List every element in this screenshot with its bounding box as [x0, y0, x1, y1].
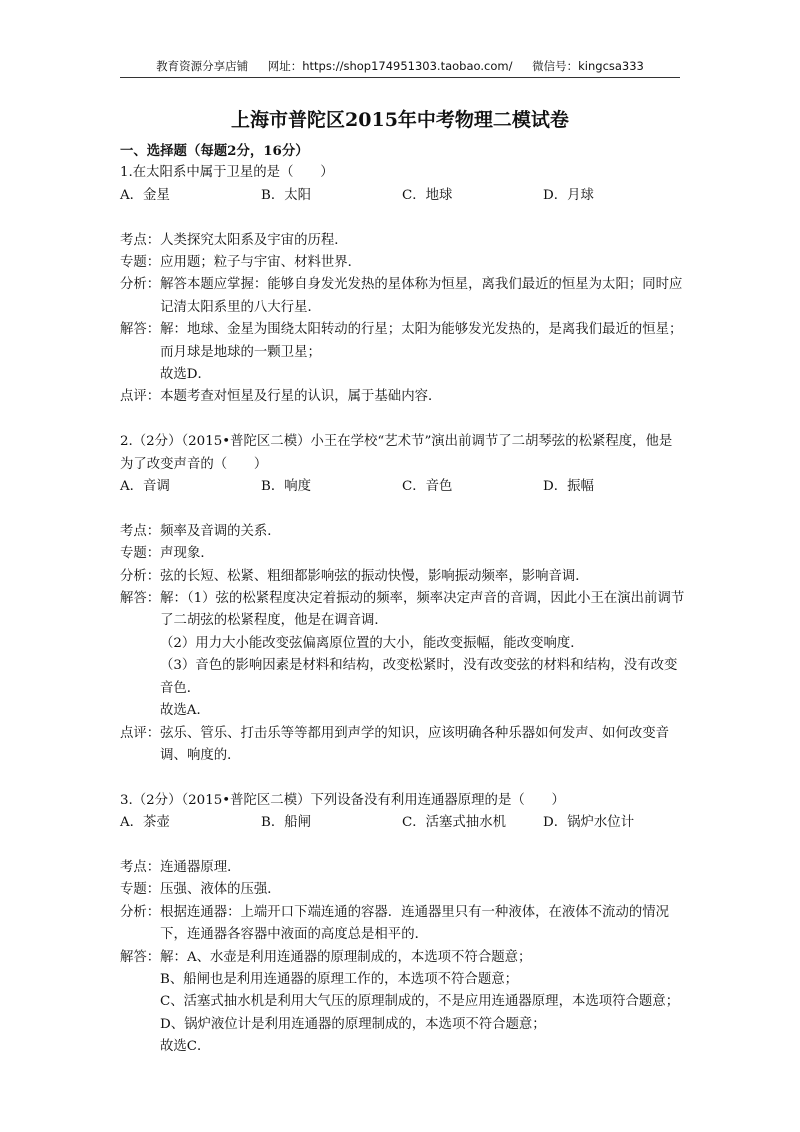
q2-choice: 故选A．: [160, 703, 210, 719]
zhuanti-text: 应用题；粒子与宇宙、材料世界．: [160, 255, 362, 271]
label-zhuanti: 专题：: [120, 546, 161, 562]
option-b: B．船闸: [261, 815, 312, 831]
dianping-text: 弦乐、管乐、打击乐等等都用到声学的知识，应该明确各种乐器如何发声、如何改变音调、响度的．: [160, 725, 670, 763]
label-dianping: 点评：: [120, 389, 161, 405]
q2-kaodian: [120, 521, 685, 543]
q3-kaodian: [120, 857, 685, 879]
header-shop: 教育资源分享店铺: [156, 59, 249, 73]
question-3-options: [120, 812, 685, 834]
q3-jieda: [120, 947, 685, 969]
q3-choice: 故选C．: [160, 1039, 211, 1055]
option-c: C．地球: [402, 187, 453, 203]
q2-jieda-2: （2）用力大小能改变弦偏离原位置的大小，能改变振幅，能改变响度．: [160, 635, 584, 651]
kaodian-text: 人类探究太阳系及宇宙的历程．: [160, 232, 348, 248]
label-dianping: 点评：: [120, 725, 161, 741]
option-c: C．音色: [402, 479, 453, 495]
option-c: C．活塞式抽水机: [402, 815, 506, 831]
question-2-options: [120, 476, 685, 498]
option-a: A．茶壶: [120, 815, 170, 831]
header-url[interactable]: 网址：https://shop174951303.taobao.com/: [267, 59, 513, 73]
q3-jieda-2: B、船闸也是利用连通器的原理工作的，本选项不符合题意；: [160, 971, 518, 987]
page-header: [120, 58, 680, 78]
q2-zhuanti: [120, 543, 685, 565]
option-d: D．锅炉水位计: [543, 815, 635, 831]
q1-fenxi: [120, 274, 685, 319]
kaodian-text: 频率及音调的关系．: [160, 523, 281, 539]
q1-dianping: [120, 386, 685, 408]
label-jieda: 解答：: [120, 322, 161, 338]
q3-zhuanti: [120, 879, 685, 901]
kaodian-text: 连通器原理．: [160, 859, 241, 875]
label-kaodian: 考点：: [120, 232, 161, 248]
q1-jieda: [120, 319, 685, 364]
label-jieda: 解答：: [120, 591, 161, 607]
label-fenxi: 分析：: [120, 904, 161, 920]
q2-jieda-3: （3）音色的影响因素是材料和结构，改变松紧时，没有改变弦的材料和结构，没有改变音色．: [160, 658, 678, 696]
question-2-stem: 2.（2分）（2015•普陀区二模）小王在学校“艺术节”演出前调节了二胡琴弦的松紧程度，他是为了改变声音的（ ）: [120, 434, 673, 472]
label-zhuanti: 专题：: [120, 882, 161, 898]
option-a: A．音调: [120, 479, 170, 495]
dianping-text: 本题考查对恒星及行星的认识，属于基础内容．: [160, 389, 442, 405]
jieda-text: 解：（1）弦的松紧程度决定着振动的频率，频率决定声音的音调，因此小王在演出前调节了二胡弦的松紧程度，他是在调音调．: [160, 591, 685, 629]
label-fenxi: 分析：: [120, 568, 161, 584]
label-jieda: 解答：: [120, 949, 161, 965]
option-d: D．月球: [543, 187, 594, 203]
label-zhuanti: 专题：: [120, 255, 161, 271]
label-fenxi: 分析：: [120, 277, 161, 293]
zhuanti-text: 声现象．: [160, 546, 214, 562]
document-body: [120, 140, 685, 1059]
header-wechat: 微信号：kingcsa333: [532, 59, 644, 73]
option-b: B．响度: [261, 479, 312, 495]
q1-zhuanti: [120, 252, 685, 274]
zhuanti-text: 压强、液体的压强．: [160, 882, 281, 898]
label-kaodian: 考点：: [120, 523, 161, 539]
q3-jieda-4: D、锅炉液位计是利用连通器的原理制成的，本选项不符合题意；: [160, 1016, 546, 1032]
fenxi-text: 根据连通器：上端开口下端连通的容器．连通器里只有一种液体，在液体不流动的情况下，连通器各容器中液面的高度总是相平的．: [160, 904, 670, 943]
q1-kaodian: [120, 230, 685, 252]
option-a: A．金星: [120, 187, 170, 203]
question-3-stem: 3.（2分）（2015•普陀区二模）下列设备没有利用连通器原理的是（ ）: [120, 792, 565, 808]
page-title: 上海市普陀区2015年中考物理二模试卷: [231, 109, 569, 131]
option-d: D．振幅: [543, 479, 594, 495]
jieda-text: 解：A、水壶是利用连通器的原理制成的，本选项不符合题意；: [160, 949, 532, 965]
fenxi-text: 弦的长短、松紧、粗细都影响弦的振动快慢，影响振动频率，影响音调．: [160, 568, 589, 584]
jieda-text: 解：地球、金星为围绕太阳转动的行星；太阳为能够发光发热的，是离我们最近的恒星；而月球是地球的一颗卫星；: [160, 322, 683, 360]
q3-jieda-3: C、活塞式抽水机是利用大气压的原理制成的，不是应用连通器原理，本选项符合题意；: [160, 994, 680, 1010]
question-1-stem: 1.在太阳系中属于卫星的是（ ）: [120, 165, 334, 181]
q1-choice: 故选D．: [160, 367, 211, 383]
question-1-options: [120, 185, 685, 207]
q2-jieda: [120, 588, 685, 633]
q3-fenxi: [120, 902, 685, 947]
label-kaodian: 考点：: [120, 859, 161, 875]
option-b: B．太阳: [261, 187, 312, 203]
section-heading: 一、选择题（每题2分，16分）: [120, 143, 309, 159]
q2-fenxi: [120, 566, 685, 588]
fenxi-text: 解答本题应掌握：能够自身发光发热的星体称为恒星，离我们最近的恒星为太阳；同时应记清太阳系里的八大行星．: [160, 277, 683, 315]
q2-dianping: [120, 723, 685, 768]
